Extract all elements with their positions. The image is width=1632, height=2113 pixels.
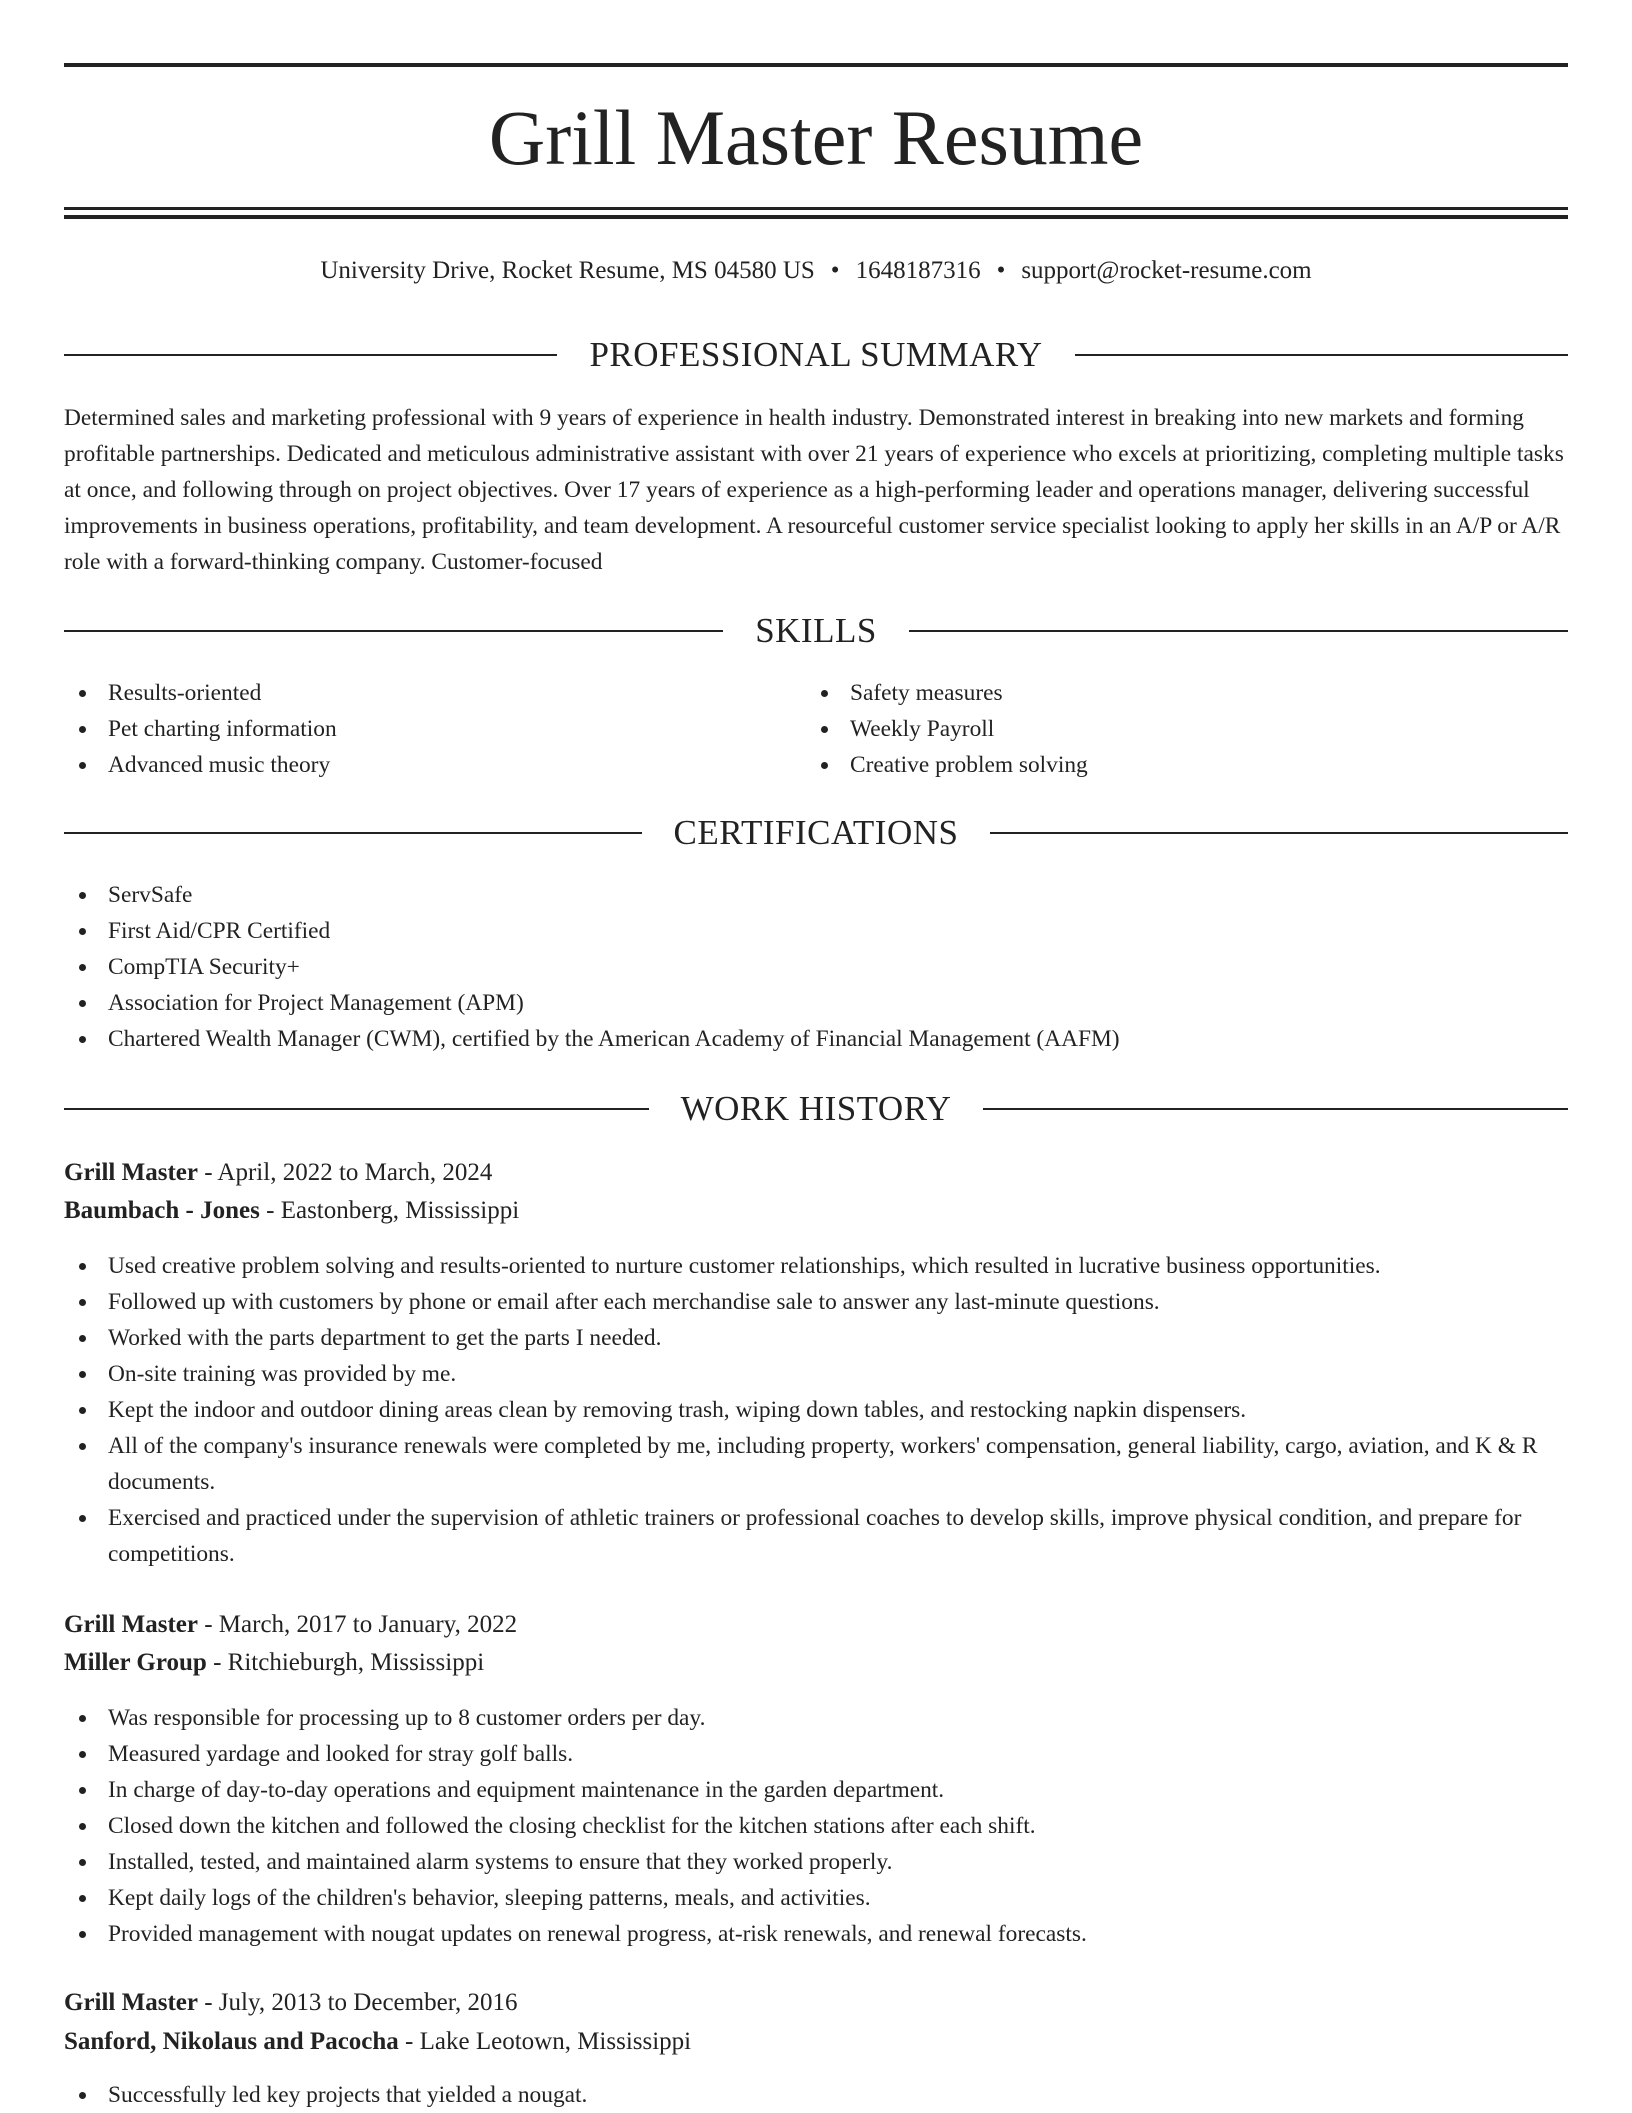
summary-text: Determined sales and marketing professional with 9 years of experience in health industry. Demonstrated interest in breaking into new markets and forming profitable partnerships. Dedicated and meticulous administrative assistant with over 21 years of experience who excels at prioritizing, completing multiple tasks at once, and following through on project objectives. Over 17 years of experience as a high-performing leader and operations manager, delivering successful improvements in business operations, profitability, and team development. A resourceful customer service specialist looking to apply her skills in an A/P or A/R role with a forward-thinking company. Customer-focused xyxy=(64,405,1564,575)
job-dates: - April, 2022 to March, 2024 xyxy=(197,1159,493,1186)
job-dates: - July, 2013 to December, 2016 xyxy=(197,1989,518,2016)
certification-item: ServSafe xyxy=(64,877,1568,913)
job-company-line xyxy=(64,2024,1568,2060)
title-rule-upper xyxy=(64,207,1568,210)
job-duty: On-site training was provided by me. xyxy=(64,1356,1568,1392)
job-duty: Followed up with customers by phone or email after each merchandise sale to answer any last-minute questions. xyxy=(64,1284,1568,1320)
job-duty: Kept daily logs of the children's behavior, sleeping patterns, meals, and activities. xyxy=(64,1880,1568,1916)
job-duty: Installed, tested, and maintained alarm systems to ensure that they worked properly. xyxy=(64,1844,1568,1880)
heading-rule-left xyxy=(64,1108,649,1110)
certification-item: Association for Project Management (APM) xyxy=(64,985,1568,1021)
job-duty: Provided management with nougat updates on renewal progress, at-risk renewals, and renewal forecasts. xyxy=(64,1916,1568,1952)
job-title: Grill Master xyxy=(64,1611,198,1638)
job-company: Sanford, Nikolaus and Pacocha xyxy=(64,2028,399,2055)
job-location: - Lake Leotown, Mississippi xyxy=(398,2028,692,2055)
heading-rule-right xyxy=(990,832,1568,834)
contact-separator: • xyxy=(830,257,840,284)
certification-item: Chartered Wealth Manager (CWM), certified by the American Academy of Financial Management (AAFM) xyxy=(64,1021,1568,1057)
contact-phone: 1648187316 xyxy=(855,257,981,284)
job-duty: Measured yardage and looked for stray golf balls. xyxy=(64,1736,1568,1772)
job-company: Miller Group xyxy=(64,1649,207,1676)
job-duties-list xyxy=(64,1248,1568,1572)
job-duty: In charge of day-to-day operations and equipment maintenance in the garden department. xyxy=(64,1772,1568,1808)
page-title: Grill Master Resume xyxy=(488,94,1144,181)
title-rule-lower xyxy=(64,215,1568,219)
section-title-certifications: CERTIFICATIONS xyxy=(673,813,959,852)
contact-address: University Drive, Rocket Resume, MS 04580 US xyxy=(320,257,815,284)
job-duty: Used creative problem solving and results-oriented to nurture customer relationships, which resulted in lucrative business opportunities. xyxy=(64,1248,1568,1284)
job-duty: Was responsible for processing up to 8 customer orders per day. xyxy=(64,1700,1568,1736)
section-heading-certifications xyxy=(64,811,1568,855)
job-title-line xyxy=(64,1985,1568,2021)
contact-separator: • xyxy=(996,257,1006,284)
job-duty: Kept the indoor and outdoor dining areas clean by removing trash, wiping down tables, and restocking napkin dispensers. xyxy=(64,1392,1568,1428)
job-location: - Eastonberg, Mississippi xyxy=(259,1197,520,1224)
job-duty: Worked with the parts department to get the parts I needed. xyxy=(64,1320,1568,1356)
skill-item: Safety measures xyxy=(806,675,1506,711)
heading-rule-left xyxy=(64,832,642,834)
job-company-line xyxy=(64,1193,1568,1229)
section-heading-skills xyxy=(64,609,1568,653)
section-title-work-history: WORK HISTORY xyxy=(680,1089,952,1128)
section-title-skills: SKILLS xyxy=(755,611,877,650)
job-duty: Closed down the kitchen and followed the closing checklist for the kitchen stations after each shift. xyxy=(64,1808,1568,1844)
section-title-summary: PROFESSIONAL SUMMARY xyxy=(589,335,1043,374)
job-duties-list xyxy=(64,2077,1568,2113)
section-heading-summary xyxy=(64,333,1568,377)
job-duty: Exercised and practiced under the supervision of athletic trainers or professional coaches to develop skills, improve physical condition, and prepare for competitions. xyxy=(64,1500,1568,1572)
skills-list-left xyxy=(64,675,764,783)
heading-rule-right xyxy=(983,1108,1568,1110)
job-title-line xyxy=(64,1155,1568,1191)
certification-item: CompTIA Security+ xyxy=(64,949,1568,985)
job-location: - Ritchieburgh, Mississippi xyxy=(206,1649,485,1676)
skill-item: Weekly Payroll xyxy=(806,711,1506,747)
heading-rule-left xyxy=(64,354,557,356)
section-heading-work-history xyxy=(64,1087,1568,1131)
top-rule xyxy=(64,63,1568,67)
skill-item: Results-oriented xyxy=(64,675,764,711)
heading-rule-right xyxy=(1075,354,1568,356)
certifications-list xyxy=(64,877,1568,1057)
job-duty: Successfully led key projects that yielded a nougat. xyxy=(64,2077,1568,2113)
job-dates: - March, 2017 to January, 2022 xyxy=(197,1611,518,1638)
skill-item: Creative problem solving xyxy=(806,747,1506,783)
job-title: Grill Master xyxy=(64,1989,198,2016)
contact-line xyxy=(64,254,1568,288)
job-duties-list xyxy=(64,1700,1568,1952)
job-company: Baumbach - Jones xyxy=(64,1197,260,1224)
job-company-line xyxy=(64,1645,1568,1681)
heading-rule-left xyxy=(64,630,723,632)
job-title: Grill Master xyxy=(64,1159,198,1186)
contact-email: support@rocket-resume.com xyxy=(1021,257,1312,284)
certification-item: First Aid/CPR Certified xyxy=(64,913,1568,949)
heading-rule-right xyxy=(909,630,1568,632)
job-duty: All of the company's insurance renewals were completed by me, including property, workers' compensation, general liability, cargo, aviation, and K & R documents. xyxy=(64,1428,1568,1500)
job-title-line xyxy=(64,1607,1568,1643)
skill-item: Pet charting information xyxy=(64,711,764,747)
skill-item: Advanced music theory xyxy=(64,747,764,783)
skills-list-right xyxy=(806,675,1506,783)
